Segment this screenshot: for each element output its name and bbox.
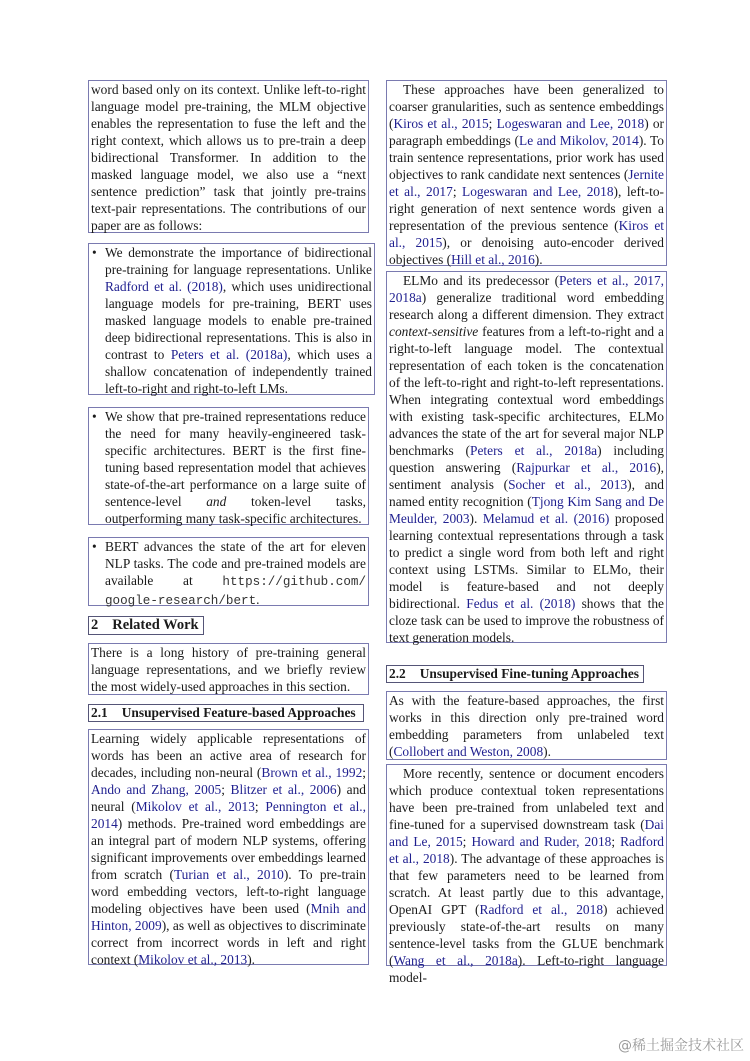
body-text-run: ). Left-to-right language model- bbox=[389, 953, 664, 985]
fine-tuning-paragraph-1 bbox=[386, 691, 667, 760]
body-text-run: ; bbox=[452, 184, 463, 199]
citation-link[interactable]: Peters et al., 2017, 2018a bbox=[389, 273, 664, 305]
section-heading-related-work bbox=[88, 616, 204, 635]
citation-link[interactable]: Jernite et al., 2017 bbox=[389, 167, 664, 199]
citation-link[interactable]: Howard and Ruder, 2018 bbox=[471, 834, 612, 849]
watermark: @稀土掘金技术社区 bbox=[618, 1038, 744, 1054]
body-text-run: ), sentiment analysis ( bbox=[389, 460, 664, 492]
feature-based-paragraph bbox=[88, 729, 369, 965]
intro-paragraph-text bbox=[91, 81, 366, 234]
body-text-run: ; bbox=[462, 834, 472, 849]
bullet-icon: • bbox=[92, 539, 97, 554]
body-text-run: ). The advantage of these approaches is that few parameters need to be learned from scratch. At least partly due to this advantage, OpenAI GPT ( bbox=[389, 851, 664, 917]
body-text-run: ) achieved previously state-of-the-art results on many sentence-level tasks from the GLUE benchmark ( bbox=[389, 902, 665, 968]
section-title: Unsupervised Fine-tuning Approaches bbox=[419, 666, 640, 681]
body-text-run: word based only on its context. Unlike left-to-right language model pre-training, the MLM objective enables the representation to fuse the left and the right context, which allows us to pre-train a deep bidirectional Transformer. In addition to the masked language model, we also use a “next sentence prediction” task that jointly pre-trains text-pair representations. The contributions of our paper are as follows: bbox=[91, 82, 366, 233]
citation-link[interactable]: Fedus et al. (2018) bbox=[466, 596, 576, 611]
contribution-text bbox=[105, 409, 366, 526]
section-number: 2 bbox=[91, 617, 99, 633]
citation-link[interactable]: Socher et al., 2013 bbox=[508, 477, 628, 492]
body-text-run: , which uses a shallow concatenation of independently trained left-to-right and right-to-left LMs. bbox=[105, 347, 373, 396]
body-text-run: ). bbox=[543, 744, 551, 759]
citation-link[interactable]: Kiros et al., 2015 bbox=[389, 218, 664, 250]
citation-link[interactable]: Le and Mikolov, 2014 bbox=[519, 133, 639, 148]
body-text-run: Learning widely applicable representations of words has been an active area of research for decades, including non-neural ( bbox=[91, 731, 366, 780]
body-text-run: proposed learning contextual representations through a task to predict a single word from both left and right context using LSTMs. Similar to ELMo, their model is feature-based and not deeply bidirectional. bbox=[389, 511, 664, 611]
citation-link[interactable]: Mikolov et al., 2013 bbox=[138, 952, 248, 967]
emphasis-text: and bbox=[206, 494, 227, 509]
body-text-run: We show that pre-trained representations reduce the need for many heavily-engineered task-specific architectures. BERT is the first fine-tuning based representation model that achieves state-of-the-art performance on a large suite of sentence-level bbox=[105, 409, 366, 509]
body-text-run: BERT advances the state of the art for eleven NLP tasks. The code and pre-trained models are available at bbox=[105, 539, 366, 588]
body-text-run: ), or denoising auto-encoder derived objectives ( bbox=[389, 235, 664, 267]
generalized-text bbox=[389, 81, 664, 268]
body-text-run: ; bbox=[254, 799, 266, 814]
body-text-run: ). bbox=[247, 952, 256, 967]
body-text-run: shows that the cloze task can be used to improve the robustness of text generation models. bbox=[389, 596, 664, 645]
generalized-paragraph bbox=[386, 80, 667, 266]
elmo-text bbox=[389, 272, 664, 646]
body-text-run: There is a long history of pre-training general language representations, and we briefly review the most widely-used approaches in this section. bbox=[91, 645, 366, 694]
elmo-paragraph bbox=[386, 271, 667, 643]
citation-link[interactable]: Logeswaran and Lee, 2018 bbox=[496, 116, 645, 131]
body-text-run: ). To pre-train word embedding vectors, left-to-right language modeling objectives have been used ( bbox=[91, 867, 367, 916]
body-text-run: More recently, sentence or document encoders which produce contextual token representations have been pre-trained from unlabeled text and fine-tuned for a supervised downstream task ( bbox=[389, 766, 664, 832]
bullet-icon: • bbox=[92, 245, 97, 260]
section-number: 2.1 bbox=[91, 705, 108, 720]
body-text-run: ). To train sentence representations, prior work has used objectives to rank candidate next sentences ( bbox=[389, 133, 664, 182]
body-text-run: ). bbox=[534, 252, 543, 267]
body-text-run: ; bbox=[611, 834, 621, 849]
citation-link[interactable]: Turian et al., 2010 bbox=[173, 867, 284, 882]
citation-link[interactable]: Brown et al., 1992 bbox=[261, 765, 363, 780]
section-heading-fine-tuning bbox=[386, 665, 644, 683]
citation-link[interactable]: Blitzer et al., 2006 bbox=[230, 782, 337, 797]
body-text-run: ) generalize traditional word embedding research along a different dimension. They extract bbox=[389, 290, 664, 322]
citation-link[interactable]: Radford et al., 2018 bbox=[479, 902, 604, 917]
body-text-run: ) and neural ( bbox=[91, 782, 366, 814]
code-url-link[interactable]: https://github.com/ google-research/bert bbox=[105, 575, 366, 608]
related-work-intro-text bbox=[91, 644, 366, 695]
citation-link[interactable]: Pennington et al., 2014 bbox=[91, 799, 366, 831]
citation-link[interactable]: Mnih and Hinton, 2009 bbox=[91, 901, 366, 933]
citation-link[interactable]: Peters et al. (2018a) bbox=[170, 347, 288, 362]
body-text-run: , which uses unidirectional language models for pre-training, BERT uses masked language models to enable pre-trained deep bidirectional representations. This is also in contrast to bbox=[105, 279, 372, 362]
body-text-run: ). bbox=[469, 511, 483, 526]
body-text-run: As with the feature-based approaches, the first works in this direction only pre-trained word embedding parameters from unlabeled text ( bbox=[389, 693, 664, 759]
feature-based-text bbox=[91, 730, 366, 968]
emphasis-text: context-sensitive bbox=[389, 324, 479, 339]
fine-tuning-paragraph-2 bbox=[386, 764, 667, 985]
fine-tuning-text-1 bbox=[389, 692, 664, 760]
contribution-item bbox=[88, 243, 375, 395]
body-text-run: features from a left-to-right and a right-to-left language model. The contextual representation of each token is the concatenation of the left-to-right and right-to-left representations. When integrating contextual word embeddings with existing task-specific architectures, ELMo advances the state of the art for several major NLP benchmarks ( bbox=[389, 324, 664, 458]
citation-link[interactable]: Radford et al. (2018) bbox=[105, 279, 223, 294]
intro-paragraph bbox=[88, 80, 369, 233]
citation-link[interactable]: Mikolov et al., 2013 bbox=[135, 799, 255, 814]
contribution-text bbox=[105, 245, 372, 396]
section-heading-feature-based bbox=[88, 704, 364, 722]
citation-link[interactable]: Wang et al., 2018a bbox=[393, 953, 518, 968]
fine-tuning-text-2 bbox=[389, 765, 664, 986]
section-title: Unsupervised Feature-based Approaches bbox=[121, 705, 356, 720]
body-text-run: ) including question answering ( bbox=[389, 443, 664, 475]
citation-link[interactable]: Hill et al., 2016 bbox=[451, 252, 535, 267]
citation-link[interactable]: Dai and Le, 2015 bbox=[389, 817, 664, 849]
body-text-run: ; bbox=[488, 116, 497, 131]
contribution-text bbox=[105, 539, 366, 607]
section-title: Related Work bbox=[112, 617, 199, 633]
contribution-item bbox=[88, 537, 369, 606]
body-text-run: token-level tasks, outperforming many task-specific architectures. bbox=[105, 494, 366, 526]
body-text-run: ; bbox=[362, 765, 366, 780]
citation-link[interactable]: Logeswaran and Lee, 2018 bbox=[462, 184, 614, 199]
body-text-run: ) methods. Pre-trained word embeddings are an integral part of modern NLP systems, offering significant improvements over embeddings learned from scratch ( bbox=[91, 816, 366, 882]
body-text-run: ELMo and its predecessor ( bbox=[403, 273, 560, 288]
body-text-run: ; bbox=[221, 782, 231, 797]
citation-link[interactable]: Ando and Zhang, 2005 bbox=[91, 782, 222, 797]
body-text-run: . bbox=[256, 592, 260, 607]
section-number: 2.2 bbox=[389, 666, 406, 681]
body-text-run: ), as well as objectives to discriminate correct from incorrect words in left and right context ( bbox=[91, 918, 366, 967]
body-text-run: ), and named entity recognition ( bbox=[389, 477, 664, 509]
citation-link[interactable]: Peters et al., 2018a bbox=[470, 443, 598, 458]
related-work-intro bbox=[88, 643, 369, 695]
body-text-run: ) or paragraph embeddings ( bbox=[389, 116, 665, 148]
bullet-icon: • bbox=[92, 409, 97, 424]
body-text-run: ), left-to-right generation of next sentence words given a representation of the previous sentence ( bbox=[389, 184, 664, 233]
citation-link[interactable]: Melamud et al. (2016) bbox=[482, 511, 610, 526]
body-text-run: These approaches have been generalized to coarser granularities, such as sentence embeddings ( bbox=[389, 82, 664, 131]
citation-link[interactable]: Kiros et al., 2015 bbox=[393, 116, 489, 131]
citation-link[interactable]: Tjong Kim Sang and De Meulder, 2003 bbox=[389, 494, 664, 526]
body-text-run: We demonstrate the importance of bidirectional pre-training for language representations. Unlike bbox=[105, 245, 372, 277]
contribution-item bbox=[88, 407, 369, 525]
citation-link[interactable]: Radford et al., 2018 bbox=[389, 834, 664, 866]
citation-link[interactable]: Collobert and Weston, 2008 bbox=[393, 744, 544, 759]
citation-link[interactable]: Rajpurkar et al., 2016 bbox=[516, 460, 657, 475]
